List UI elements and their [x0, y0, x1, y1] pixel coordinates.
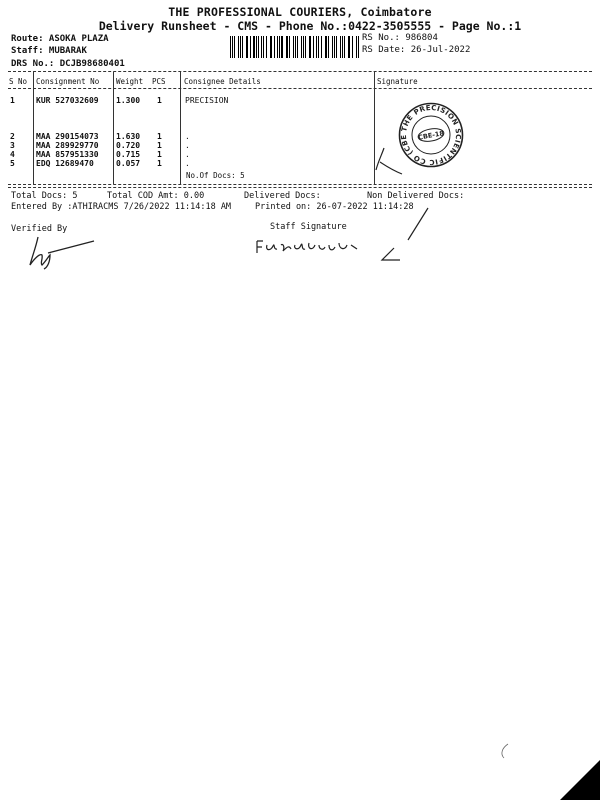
row-sno: 5: [10, 159, 15, 168]
scan-mark: [490, 740, 514, 790]
row-consignment: KUR 527032609: [36, 96, 99, 105]
table-bottom-rule: [8, 184, 592, 185]
table-top-rule: [8, 71, 592, 72]
barcode-bar: [253, 36, 254, 58]
drs-number: DRS No.: DCJB98680401: [11, 59, 125, 69]
row-pcs: 1: [157, 132, 162, 141]
column-header-consignee: Consignee Details: [184, 77, 261, 86]
barcode-bar: [336, 36, 337, 58]
stamp-outer-text: THE PRECISION SCIENTIFIC CO (CBE: [399, 103, 463, 167]
no-of-docs: No.Of Docs: 5: [186, 171, 245, 180]
table-header-rule: [8, 88, 592, 89]
entered-by: Entered By :ATHIRACMS 7/26/2022 11:14:18 AM: [11, 202, 232, 212]
scan-corner-shadow: [560, 760, 600, 800]
rs-number: RS No.: 986804: [362, 33, 438, 43]
barcode-bar: [297, 36, 298, 58]
column-header-pcs: PCS: [152, 77, 166, 86]
verified-by-label: Verified By: [11, 224, 68, 234]
row-sno: 3: [10, 141, 15, 150]
barcode-bar: [261, 36, 262, 58]
delivered-docs: Delivered Docs:: [244, 191, 321, 201]
barcode-bar: [238, 36, 239, 58]
row-weight: 0.720: [116, 141, 141, 150]
barcode-bar: [328, 36, 329, 58]
row-pcs: 1: [157, 159, 162, 168]
row-details: .: [185, 132, 190, 141]
row-sno: 1: [10, 96, 15, 105]
company-title: THE PROFESSIONAL COURIERS, Coimbatore: [168, 5, 432, 19]
non-delivered-docs: Non Delivered Docs:: [367, 191, 465, 201]
row-weight: 0.057: [116, 159, 141, 168]
barcode-bar: [309, 36, 310, 58]
barcode-bar: [274, 36, 275, 58]
total-cod-amount: Total COD Amt: 0.00: [107, 191, 205, 201]
barcode-image: [230, 36, 360, 58]
row-consignment: MAA 290154073: [36, 132, 99, 141]
stamp-center-text: CBE-18: [417, 129, 445, 142]
table-row: [0, 96, 375, 106]
column-header-consignment: Consignment No: [36, 77, 100, 86]
row-weight: 1.300: [116, 96, 141, 105]
row-consignment: EDQ 12689470: [36, 159, 94, 168]
route-label: Route: ASOKA PLAZA: [11, 34, 109, 44]
receiver-signature: [370, 140, 410, 180]
barcode-bar: [332, 36, 333, 58]
row-details: .: [185, 159, 190, 168]
runsheet-subtitle: Delivery Runsheet - CMS - Phone No.:0422-3505555 - Page No.:1: [98, 19, 522, 33]
barcode-bar: [344, 36, 345, 58]
barcode-bar: [321, 36, 322, 58]
table-row: [0, 159, 375, 169]
column-header-sno: S No: [9, 77, 28, 86]
row-sno: 2: [10, 132, 15, 141]
row-pcs: 1: [157, 141, 162, 150]
barcode-bar: [230, 36, 231, 58]
row-weight: 1.630: [116, 132, 141, 141]
row-consignment: MAA 289929770: [36, 141, 99, 150]
column-header-signature: Signature: [377, 77, 418, 86]
row-details: .: [185, 141, 190, 150]
row-consignment: MAA 857951330: [36, 150, 99, 159]
barcode-bar: [281, 36, 282, 58]
row-pcs: 1: [157, 96, 162, 105]
row-details: PRECISION: [185, 96, 229, 105]
totals-rule: [8, 187, 592, 188]
total-docs: Total Docs: 5: [11, 191, 78, 201]
rs-date: RS Date: 26-Jul-2022: [362, 45, 471, 55]
row-pcs: 1: [157, 150, 162, 159]
printed-on: Printed on: 26-07-2022 11:14:28: [255, 202, 414, 212]
staff-label: Staff: MUBARAK: [11, 46, 87, 56]
barcode-bar: [242, 36, 243, 58]
column-header-weight: Weight: [116, 77, 144, 86]
staff-signature-label: Staff Signature: [270, 222, 347, 232]
row-weight: 0.715: [116, 150, 141, 159]
staff-signature-mark: [378, 206, 434, 266]
barcode-bar: [316, 36, 317, 58]
barcode-bar: [266, 36, 267, 58]
barcode-bar: [356, 36, 357, 58]
row-sno: 4: [10, 150, 15, 159]
barcode-bar: [301, 36, 302, 58]
barcode-bar: [349, 36, 350, 58]
barcode-bar: [279, 36, 280, 58]
barcode-bar: [293, 36, 294, 58]
row-details: .: [185, 150, 190, 159]
barcode-bar: [250, 36, 251, 58]
staff-signature: [253, 235, 361, 259]
verifier-signature: [24, 235, 96, 271]
